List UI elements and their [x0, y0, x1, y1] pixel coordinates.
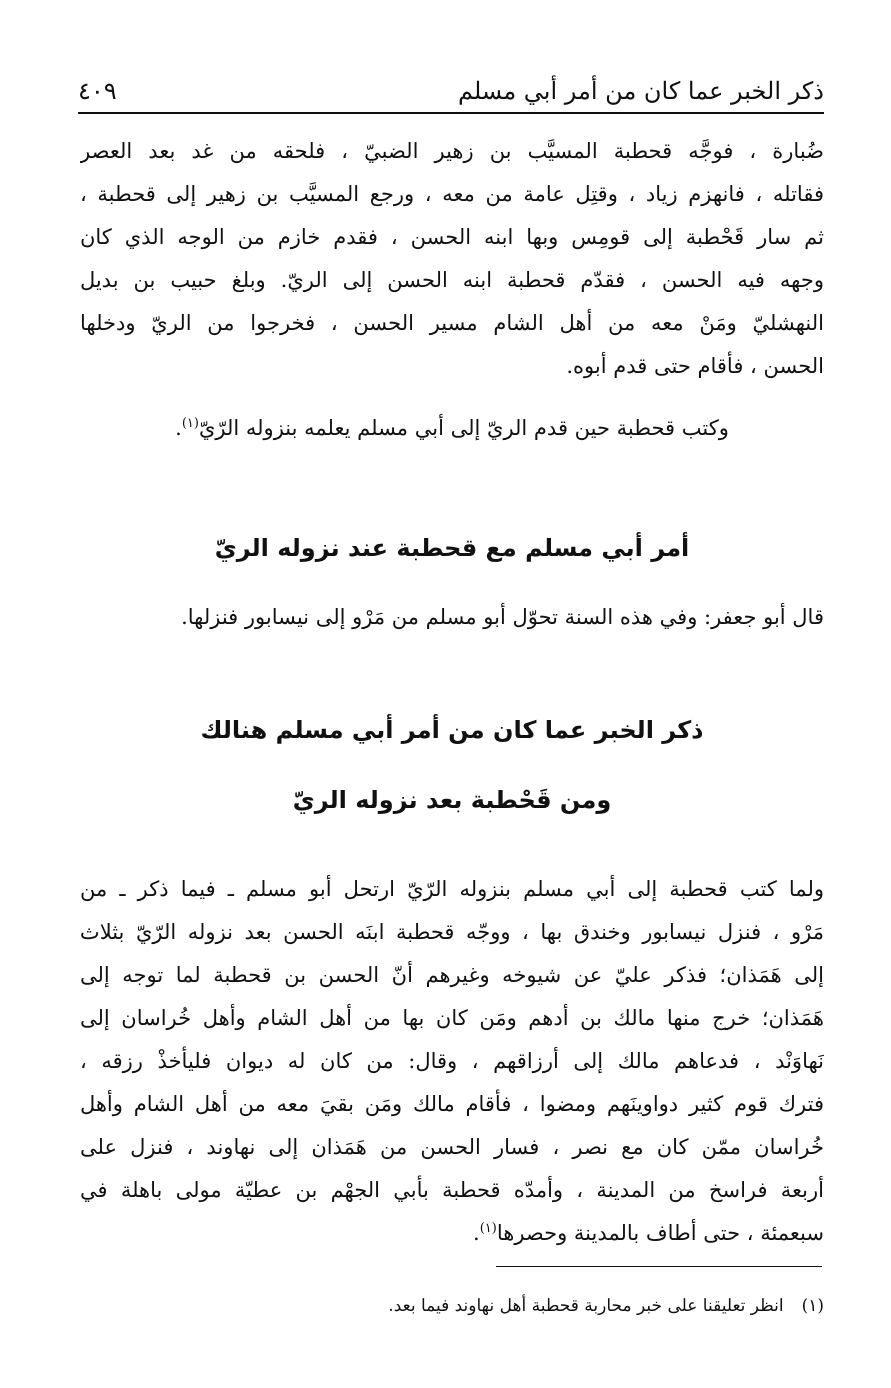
text-line: قال أبو جعفر: وفي هذه السنة تحوّل أبو مسلم من مَرْو إلى نيسابور فنزلها.	[181, 605, 824, 629]
text-line: هَمَذان؛ خرج منها مالك بن أدهم ومَن كان بها من أهل الشام وأهل خُراسان إلى	[80, 1006, 824, 1030]
section-heading-3: ومن قَحْطبة بعد نزوله الريّ	[292, 786, 612, 814]
text-line: وجهه فيه الحسن ، فقدّم قحطبة ابنه الحسن إلى الريّ. وبلغ حبيب بن بديل	[80, 268, 824, 292]
text-line: مَرْو ، فنزل نيسابور وخندق بها ، ووجّه قحطبة ابنَه الحسن بعد نزوله الرّيّ بثلاث	[80, 920, 824, 944]
footnote-reference: (١)	[181, 416, 199, 431]
section-heading-1: أمر أبي مسلم مع قحطبة عند نزوله الريّ	[214, 534, 690, 562]
last-line-text: سبعمئة ، حتى أطاف بالمدينة وحصرها	[496, 1221, 824, 1245]
text-line: فقاتله ، فانهزم زياد ، وقتِل عامة من معه ، ورجع المسيَّب بن زهير إلى قحطبة ،	[80, 182, 824, 206]
sentence-end: .	[175, 416, 182, 440]
running-head: ذكر الخبر عما كان من أمر أبي مسلم	[457, 77, 824, 105]
text-line: الحسن ، فأقام حتى قدم أبوه.	[566, 354, 824, 378]
text-line: ولما كتب قحطبة إلى أبي مسلم بنزوله الرّيّ ارتحل أبو مسلم ـ فيما ذكر ـ من	[80, 877, 824, 901]
paragraph-letter	[80, 408, 824, 448]
text-line: أربعة فراسخ من المدينة ، وأمدّه قحطبة بأبي الجهْم بن عطيّة مولى باهلة في	[80, 1178, 824, 1202]
footnote-text: انظر تعليقنا على خبر محاربة قحطبة أهل نهاوند فيما بعد.	[388, 1296, 784, 1316]
footnote-marker: (١)	[801, 1296, 824, 1316]
page-number: ٤٠٩	[78, 77, 117, 105]
text-line: إلى هَمَذان؛ فذكر عليّ عن شيوخه وغيرهم أنّ الحسن بن قحطبة لما توجه إلى	[80, 963, 824, 987]
footnote-reference: (١)	[479, 1221, 497, 1236]
paragraph-abu-jafar	[80, 596, 824, 639]
header-rule	[78, 112, 824, 114]
footnote-rule	[496, 1266, 822, 1267]
footnote	[80, 1290, 824, 1322]
paragraph-opening	[80, 130, 824, 388]
text-line: خُراسان ممّن كان مع نصر ، فسار الحسن من هَمَذان إلى نهاوند ، فنزل على	[80, 1135, 824, 1159]
letter-text: وكتب قحطبة حين قدم الريّ إلى أبي مسلم يعلمه بنزوله الرّيّ	[198, 416, 729, 440]
text-line: ثم سار قَحْطبة إلى قومِس وبها ابنه الحسن ، فقدم خازم من الوجه الذي كان	[80, 225, 824, 249]
text-line-last	[80, 1212, 824, 1255]
text-line: النهشليّ ومَنْ معه من أهل الشام مسير الحسن ، فخرجوا من الريّ ودخلها	[80, 311, 824, 335]
page-header	[78, 72, 824, 112]
text-line: فترك قوم كثير دواوينَهم ومضوا ، فأقام مالك ومَن بقيَ معه من أهل الشام وأهل	[80, 1092, 824, 1116]
text-line: ضُبارة ، فوجَّه قحطبة المسيَّب بن زهير الضبيّ ، فلحقه من غد بعد العصر	[80, 139, 824, 163]
text-line: نَهاوَنْد ، فدعاهم مالك إلى أرزاقهم ، وقال: من كان له ديوان فليأخذْ رزقه ،	[80, 1049, 824, 1073]
sentence-end: .	[473, 1221, 480, 1245]
paragraph-main	[80, 868, 824, 1255]
section-heading-2: ذكر الخبر عما كان من أمر أبي مسلم هنالك	[200, 716, 704, 744]
